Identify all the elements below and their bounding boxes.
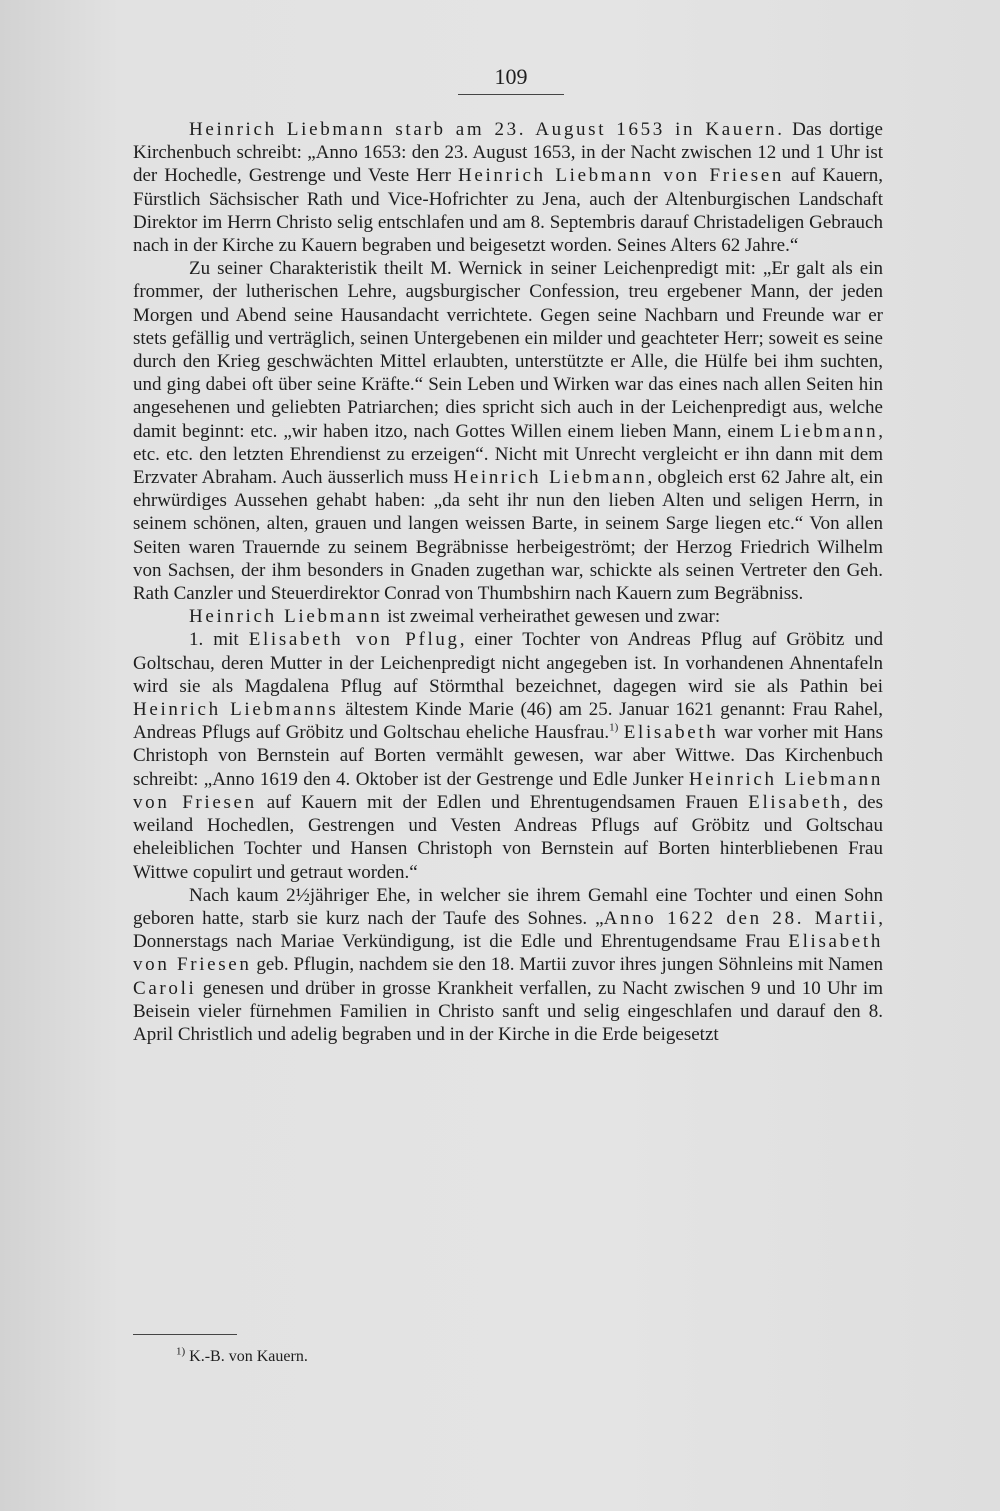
text-run: Zu seiner Charakteristik theilt M. Wernick in seiner Leichenpredigt mit: „Er galt als ein frommer, der lutherischen Lehre, augsburgischer Confession, treu ergebener Mann, der jeden Morgen und Abend seine Hausandacht verrichtete. Gegen seine Nachbarn und Freunde war er stets gefällig und verträglich, seinen Untergebenen ein milder und geachteter Herr; soweit es seine durch den Krieg geschwächten Mittel erlaubten, unterstützte er Alle, die Hülfe bei ihm suchten, und ging dabei oft über seine Kräfte.“ Sein Leben und Wirken war das eines nach allen Seiten hin angesehenen und geliebten Patriarchen; dies spricht sich auch in der Leichenpredigt aus, welche damit beginnt: etc. „wir haben itzo, nach Gottes Willen einem lieben Mann, einem (133, 258, 883, 442)
text-run: , des weiland Hochedlen, Gestrengen und Vesten Andreas Pflugs auf Gröbitz und Goltschau eheleiblichen Tochter und Hansen Christoph von Bernstein auf Borten hinterbliebenen Frau Wittwe copulirt und getraut worden.“ (133, 791, 883, 883)
spaced-name: Elisabeth von Friesen (133, 931, 883, 976)
spaced-name: Elisabeth (623, 722, 719, 744)
text-run: , einer Tochter von Andreas Pflug auf Gröbitz und Goltschau, deren Mutter in der Leichenpredigt nicht angegeben ist. In vorhandenen Ahnentafeln wird sie als Magdalena Pflug auf Störmthal bezeichnet, dagegen wird sie als Pathin bei (133, 629, 884, 697)
text-run: auf Kauern mit der Edlen und Ehrentugendsamen Frauen (256, 791, 749, 813)
paragraph (133, 257, 883, 605)
spaced-name: Liebmann (779, 420, 879, 442)
paragraph (133, 118, 883, 257)
spaced-name: Caroli (133, 977, 197, 999)
spaced-name: Elisabeth (748, 791, 843, 813)
footnote-reference: 1) (609, 721, 619, 734)
text-run: auf Kauern, Fürstlich Sächsischer Rath und Vice-Hofrichter zu Jena, auch der Altenburgischen Landschaft Direktor im Herrn Christo selig entschlafen und am 8. Septembris darauf Christadeligen Gebrauch nach in der Kirche zu Kauern begraben und beigesetzt worden. Seines Alters 62 Jahre.“ (133, 165, 883, 257)
spaced-name: Heinrich Liebmanns (133, 699, 339, 721)
spaced-name: Heinrich Liebmann (189, 119, 386, 140)
text-run: , obgleich erst 62 Jahre alt, ein ehrwürdiges Aussehen gehabt haben: „da seht ihr nun den lieben Alten und seligen Herrn, in seinem schönen, alten, grauen und langen weissen Barte, in seinem Sarge liegen etc.“ Von allen Seiten waren Trauernde zu seinem Begräbnisse herbeigeströmt; der Herzog Friedrich Wilhelm von Sachsen, der ihm besonders in Gnaden zugethan war, schickte als seinen Vertreter den Geh. Rath Canzler und Steuerdirektor Conrad von Thumbshirn nach Kauern zum Begräbniss. (133, 467, 883, 605)
spaced-name: starb am 23. August 1653 in Kauern. (385, 119, 785, 140)
paragraph (133, 628, 883, 883)
text-run: Das dortige Kirchenbuch schreibt: „Anno 1653: den 23. August 1653, in der Nacht zwischen 12 und 1 Uhr ist der Hochedle, Gestrenge und Veste Herr (133, 119, 883, 187)
footnote-text: K.-B. von Kauern. (185, 1348, 308, 1365)
spaced-name: Heinrich Liebmann von Friesen (133, 768, 883, 813)
footnote (176, 1346, 308, 1368)
paragraph (133, 605, 883, 628)
text-run: , Donnerstags nach Mariae Verkündigung, ist die Edle und Ehrentugendsame Frau (133, 907, 883, 953)
text-run: , etc. etc. den letzten Ehrendienst zu erzeigen“. Nicht mit Unrecht vergleicht er ihn dann mit dem Erzvater Abraham. Auch äusserlich muss (133, 420, 883, 489)
footnote-marker: 1) (176, 1345, 186, 1358)
text-run: genesen und drüber in grosse Krankheit verfallen, zu Nacht zwischen 9 und 10 Uhr im Beisein vieler fürnehmen Familien in Christo sanft und selig eingeschlafen und darauf den 8. April Christlich und adelig begraben und in der Kirche in die Erde beigesetzt (133, 977, 883, 1045)
paragraph (133, 884, 883, 1046)
spaced-name: Heinrich Liebmann (453, 467, 648, 489)
footnote-rule (133, 1334, 237, 1335)
text-run: war vorher mit Hans Christoph von Bernstein auf Borten vermählt gewesen, war aber Wittwe. Das Kirchenbuch schreibt: „Anno 1619 den 4. Oktober ist der Gestrenge und Edle Junker (133, 722, 883, 790)
page-number-rule (458, 94, 564, 95)
text-run: ältestem Kinde Marie (46) am 25. Januar 1621 genannt: Frau Rahel, Andreas Pflugs auf Gröbitz und Goltschau eheliche Hausfrau. (133, 699, 883, 744)
text-run: 1. mit (189, 629, 249, 651)
spaced-name: Heinrich Liebmann (189, 606, 383, 628)
spaced-name: Heinrich Liebmann von Friesen (457, 165, 785, 187)
text-run: Nach kaum 2½jähriger Ehe, in welcher sie ihrem Gemahl eine Tochter und einen Sohn geboren hatte, starb sie kurz nach der Taufe des Sohnes. „ (133, 884, 883, 929)
spaced-name: Anno 1622 den 28. Martii (603, 907, 879, 929)
page-number: 109 (494, 64, 528, 89)
text-run: geb. Pflugin, nachdem sie den 18. Martii zuvor ihres jungen Söhnleins mit Namen (251, 954, 883, 976)
text-run: ist zweimal verheirathet gewesen und zwar: (382, 606, 721, 628)
body-text (133, 118, 883, 1046)
spaced-name: Elisabeth von Pflug (248, 629, 460, 651)
